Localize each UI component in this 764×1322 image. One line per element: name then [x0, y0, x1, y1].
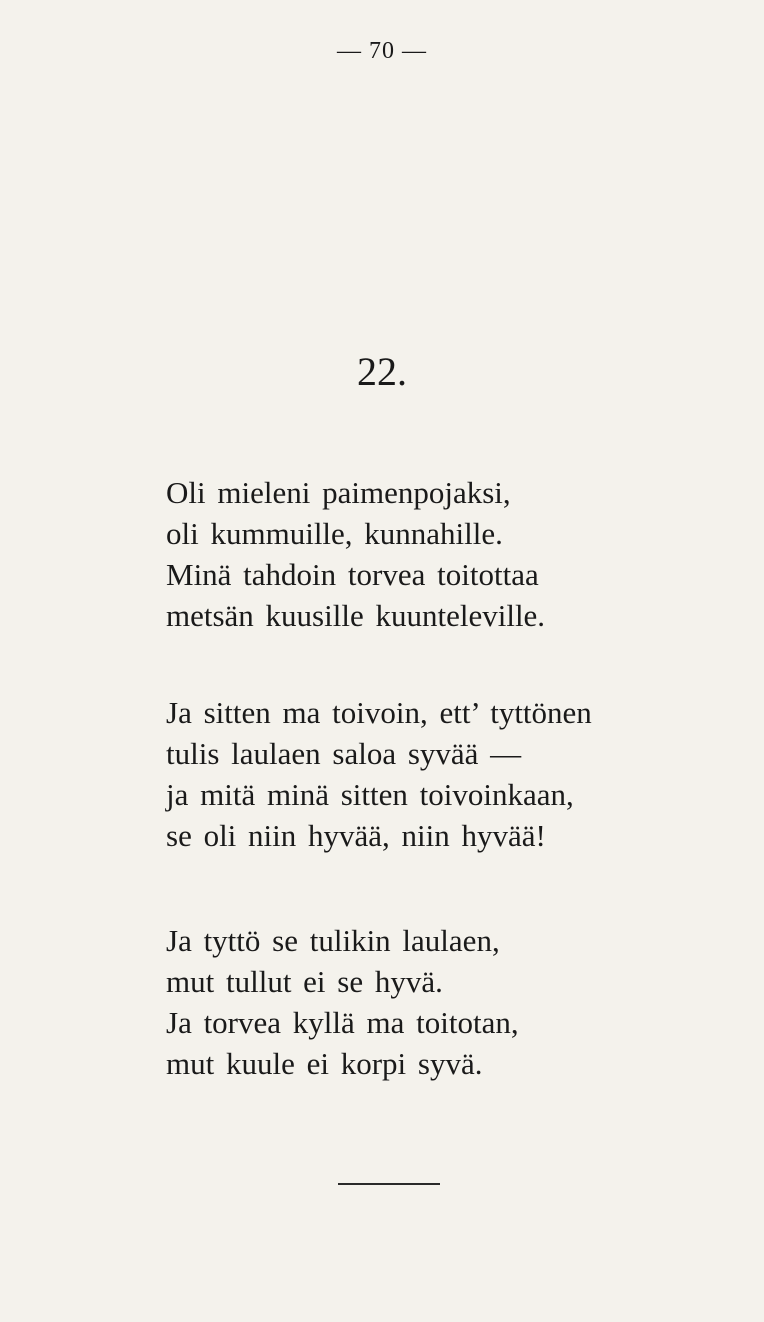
poem-line: Oli mieleni paimenpojaksi,: [166, 475, 511, 510]
poem-line: mut kuule ei korpi syvä.: [166, 1046, 483, 1081]
poem-line: ja mitä minä sitten toivoinkaan,: [166, 777, 574, 812]
poem-number: 22.: [357, 349, 407, 394]
end-rule-divider: [338, 1183, 440, 1185]
stanza-3: [166, 920, 646, 1084]
stanza-2: [166, 692, 646, 856]
poem-line: se oli niin hyvää, niin hyvää!: [166, 818, 546, 853]
poem-line: oli kummuille, kunnahille.: [166, 516, 503, 551]
stanza-1: [166, 472, 646, 636]
page-number: — 70 —: [337, 38, 427, 64]
poem-line: Ja sitten ma toivoin, ett’ tyttönen: [166, 695, 592, 730]
poem-line: tulis laulaen saloa syvää —: [166, 736, 522, 771]
poem-line: Minä tahdoin torvea toitottaa: [166, 557, 539, 592]
poem-line: mut tullut ei se hyvä.: [166, 964, 443, 999]
poem-line: metsän kuusille kuunteleville.: [166, 598, 546, 633]
poem-line: Ja torvea kyllä ma toitotan,: [166, 1005, 519, 1040]
poem-line: Ja tyttö se tulikin laulaen,: [166, 923, 500, 958]
